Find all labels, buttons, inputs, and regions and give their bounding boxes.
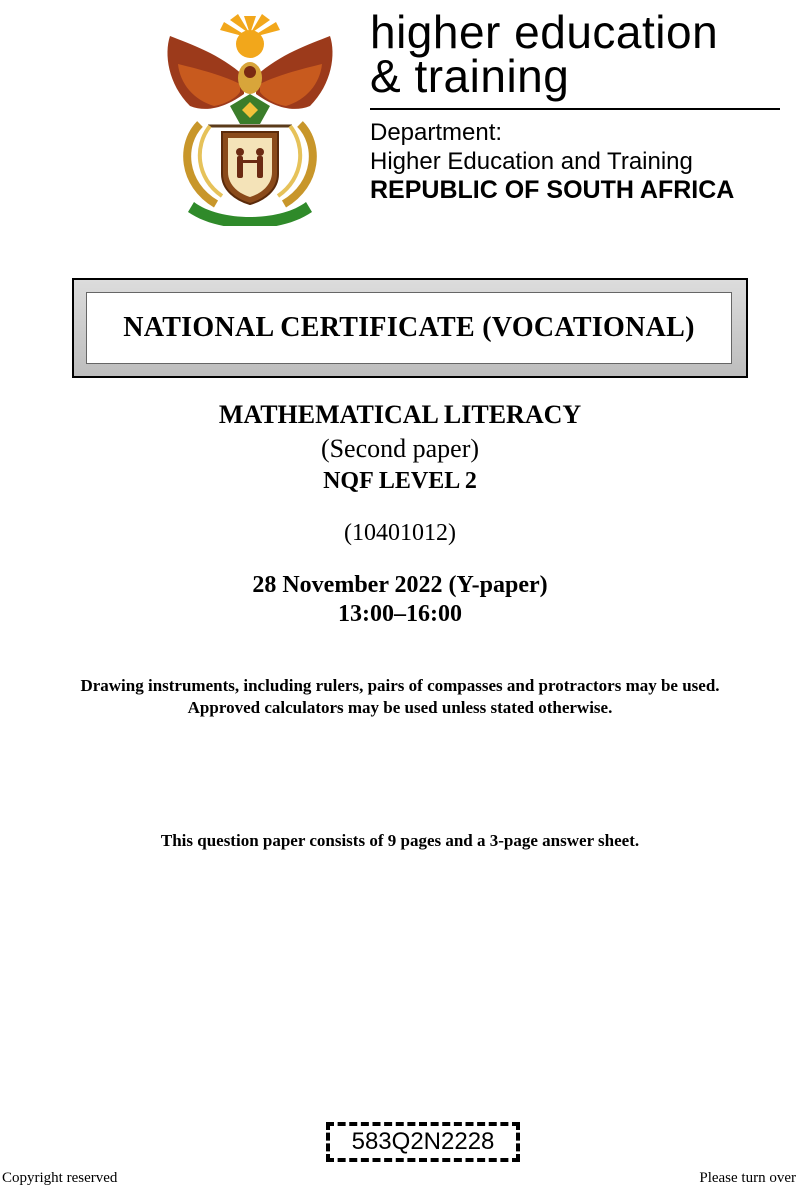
department-wordmark — [370, 6, 719, 102]
instruments-note: Drawing instruments, including rulers, pairs of compasses and protractors may be used. — [80, 676, 720, 695]
certificate-frame — [72, 278, 748, 378]
page-count-note: This question paper consists of 9 pages and a 3-page answer sheet. — [160, 831, 640, 850]
exam-date: 28 November 2022 (Y-paper) — [252, 572, 548, 598]
country-name: REPUBLIC OF SOUTH AFRICA — [370, 176, 735, 204]
certificate-title: NATIONAL CERTIFICATE (VOCATIONAL) — [123, 312, 695, 343]
header-divider — [370, 108, 780, 110]
certificate-panel — [86, 292, 732, 364]
wordmark-line-1: higher education — [370, 6, 719, 58]
paper-label: (Second paper) — [320, 434, 480, 463]
paper-code-box — [326, 1122, 520, 1162]
subject-code: (10401012) — [344, 520, 456, 546]
wordmark-line-2: & training — [370, 50, 570, 102]
coat-of-arms-icon — [160, 14, 340, 226]
subject-title: MATHEMATICAL LITERACY — [218, 400, 582, 429]
exam-time: 13:00–16:00 — [338, 601, 462, 627]
paper-code: 583Q2N2228 — [351, 1128, 495, 1155]
turn-over-text: Please turn over — [699, 1170, 796, 1186]
calculator-note: Approved calculators may be used unless stated otherwise. — [187, 698, 613, 717]
department-name: Higher Education and Training — [370, 148, 693, 175]
department-subtitle — [370, 118, 734, 205]
copyright-text: Copyright reserved — [2, 1170, 118, 1186]
department-label: Department: — [370, 119, 503, 146]
nqf-level: NQF LEVEL 2 — [323, 468, 477, 494]
